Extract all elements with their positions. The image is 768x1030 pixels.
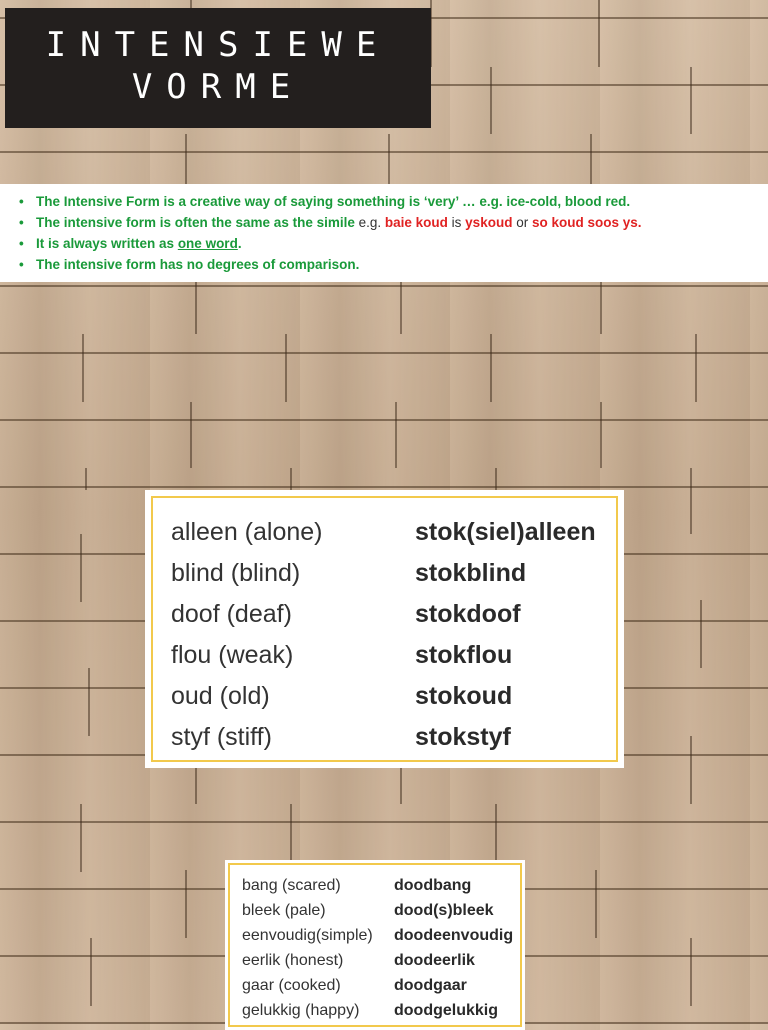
rule-item-4 [36, 254, 768, 275]
example-simile: so koud soos ys [531, 215, 638, 230]
intensive-form: stokblind [415, 559, 527, 587]
intensive-form: doodbang [394, 876, 472, 894]
intensive-form: doodeenvoudig [394, 926, 514, 944]
table-row [242, 998, 520, 1023]
base-word: alleen (alone) [171, 518, 323, 546]
title-line-1: INTENSIEWE [45, 25, 391, 65]
connector-or: or [512, 215, 532, 230]
table-row [242, 923, 520, 948]
base-word: bleek (pale) [242, 901, 326, 919]
base-word: bang (scared) [242, 876, 341, 894]
rule-item-2 [36, 212, 768, 233]
base-word: blind (blind) [171, 559, 301, 587]
rules-list [16, 191, 768, 275]
table-row [171, 512, 616, 553]
base-word: gaar (cooked) [242, 976, 341, 994]
intensive-form: stokoud [415, 682, 513, 710]
intensive-form: stokflou [415, 641, 513, 669]
rule-text: It is always written as [36, 236, 178, 251]
page-title [5, 8, 431, 128]
dood-examples-card [225, 860, 525, 1030]
connector-is: is [447, 215, 466, 230]
intensive-form: doodeerlik [394, 951, 475, 969]
rule-item-1 [36, 191, 768, 212]
table-row [242, 873, 520, 898]
table-row [242, 973, 520, 998]
example-yskoud: yskoud [465, 215, 513, 230]
intensive-form: stokdoof [415, 600, 521, 628]
intensive-form: stok(siel)alleen [415, 518, 596, 546]
table-row [171, 717, 616, 758]
title-line-2: VORME [131, 67, 305, 107]
eg-text: e.g. [354, 215, 385, 230]
table-row [242, 898, 520, 923]
rule-text: The intensive form has no degrees of comparison. [36, 257, 360, 272]
base-word: eenvoudig(simple) [242, 926, 373, 944]
intensive-form: stokstyf [415, 723, 511, 751]
stok-examples-card [145, 490, 624, 768]
end-period: . [637, 215, 642, 230]
table-row [171, 553, 616, 594]
base-word: doof (deaf) [171, 600, 292, 628]
rules-panel [0, 184, 768, 282]
rule-text: The intensive form is often the same as the simile [36, 215, 355, 230]
dood-examples-table [228, 863, 522, 1027]
base-word: styf (stiff) [171, 723, 272, 751]
example-baie-koud: baie koud [384, 215, 448, 230]
intensive-form: dood(s)bleek [394, 901, 494, 919]
base-word: oud (old) [171, 682, 270, 710]
base-word: gelukkig (happy) [242, 1001, 360, 1019]
table-row [242, 948, 520, 973]
table-row [171, 594, 616, 635]
table-row [171, 676, 616, 717]
base-word: eerlik (honest) [242, 951, 344, 969]
intensive-form: doodgelukkig [394, 1001, 498, 1019]
stok-examples-table [151, 496, 618, 762]
one-word-underlined: one word [177, 236, 238, 251]
end-period: . [237, 236, 242, 251]
rule-text: The Intensive Form is a creative way of saying something is ‘very’ … e.g. ice-cold, blood red. [36, 194, 631, 209]
table-row [171, 635, 616, 676]
base-word: flou (weak) [171, 641, 294, 669]
rule-item-3 [36, 233, 768, 254]
intensive-form: doodgaar [394, 976, 467, 994]
